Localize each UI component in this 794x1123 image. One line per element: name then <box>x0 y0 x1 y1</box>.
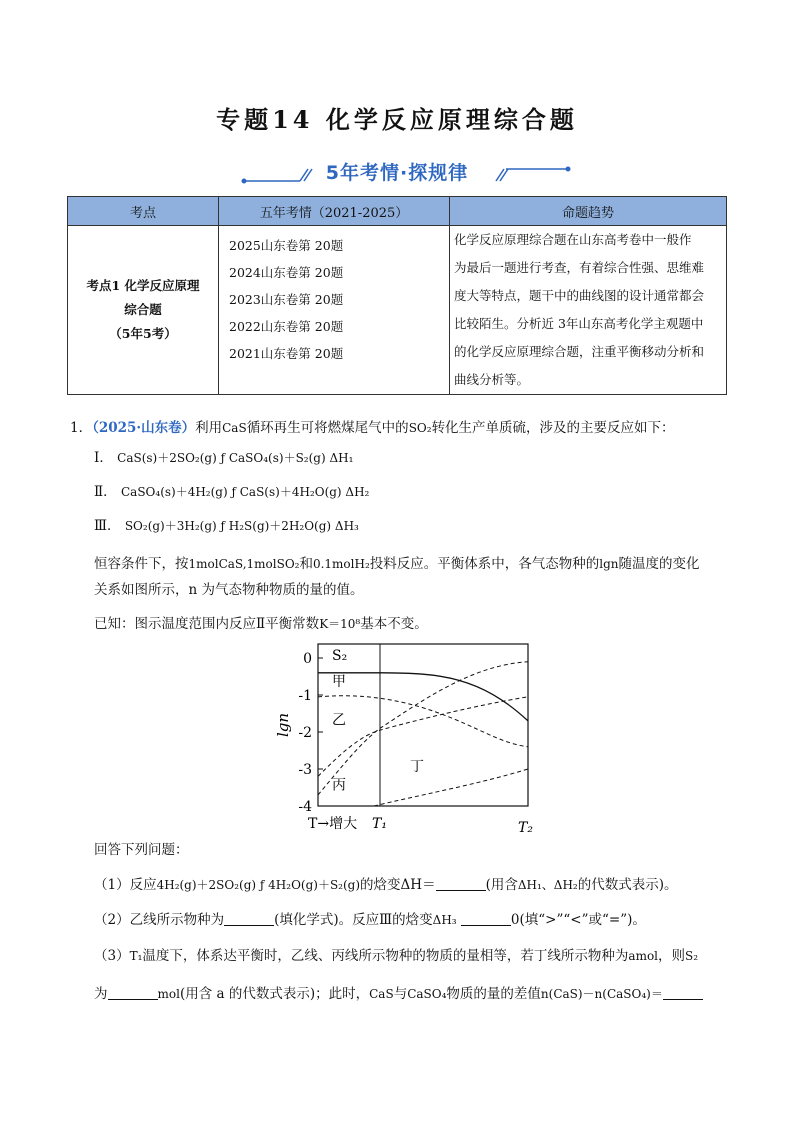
trend-line: 的化学反应原理综合题，注重平衡移动分析和 <box>454 344 705 359</box>
formula-so2: SO₂ <box>408 421 432 435</box>
curve-label: 甲 <box>332 673 346 690</box>
q2-formula: ΔH₃ <box>432 913 457 927</box>
q2-text: (填化学式)。反应Ⅲ的焓变 <box>274 912 433 928</box>
topic-line: 考点1 化学反应原理 <box>86 278 200 293</box>
condition-formula: 1molCaS,1molSO₂ <box>188 557 300 571</box>
page-title: 专题14 化学反应原理综合题 <box>216 105 578 134</box>
q3-formula: amol <box>628 949 659 963</box>
question-3 <box>94 946 698 966</box>
topic-line: 综合题 <box>124 302 162 317</box>
condition-part: 随温度的变化 <box>618 556 700 572</box>
table-header-row <box>68 197 727 226</box>
condition-formula: 0.1molH₂ <box>312 557 370 571</box>
y-tick-label: -1 <box>298 688 312 704</box>
y-tick-label: -2 <box>298 725 312 741</box>
reaction-equation: CaS(s)＋2SO₂(g) ƒ CaSO₄(s)＋S₂(g) ΔH₁ <box>117 451 354 465</box>
lgn-temperature-chart <box>270 640 550 840</box>
curve-ding <box>374 769 528 806</box>
y-axis-label: lgn <box>274 712 292 738</box>
q1-equation: 4H₂(g)＋2SO₂(g) ƒ 4H₂O(g)＋S₂(g) <box>156 878 361 892</box>
q2-text: 0(填“>”“<”或“=”)。 <box>510 912 646 928</box>
exam-item: 2023山东卷第 20题 <box>229 292 344 307</box>
condition-part: 恒容条件下，按 <box>94 556 189 572</box>
curve-bing <box>318 662 528 795</box>
curve-label: 丁 <box>410 758 424 775</box>
curve-jia <box>318 696 528 747</box>
q3-text: 温度下，体系达平衡时，乙线、丙线所示物种的物质的量相等，若丁线所示物种为 <box>142 948 629 964</box>
y-tick-label: 0 <box>303 651 312 667</box>
q3-formula: mol <box>157 987 180 1001</box>
topic-count: （5年5考） <box>109 326 177 341</box>
trend-line: 化学反应原理综合题在山东高考卷中一般作 <box>454 232 692 247</box>
q3-text: (用含 a 的代数式表示)；此时， <box>179 986 370 1002</box>
trend-line: 曲线分析等。 <box>454 372 530 387</box>
exam-item: 2022山东卷第 20题 <box>229 319 344 334</box>
header-exams: 五年考情（2021-2025） <box>219 197 450 226</box>
exams-cell <box>219 226 450 395</box>
reaction-equation: CaSO₄(s)＋4H₂(g) ƒ CaS(s)＋4H₂O(g) ΔH₂ <box>120 485 370 499</box>
trend-line: 度大等特点，题干中的曲线图的设计通常都会 <box>454 288 705 303</box>
q3-formula: CaS <box>369 987 394 1001</box>
exam-item: 2024山东卷第 20题 <box>229 265 344 280</box>
condition-text <box>94 554 700 574</box>
stem-text: 转化生产单质硫，涉及的主要反应如下： <box>431 420 675 436</box>
q3-formula: T₁ <box>129 949 143 963</box>
q1-text: （1）反应 <box>94 877 157 893</box>
topic-cell <box>68 226 219 395</box>
answer-intro: 回答下列问题： <box>94 842 189 858</box>
reaction-label: Ⅱ． <box>94 484 117 500</box>
banner-text: 5年考情·探规律 <box>325 162 469 184</box>
known-formula: K＝10⁸ <box>319 617 361 631</box>
q3-text: ，则 <box>658 948 686 964</box>
q1-text: 的焓变ΔH＝ <box>360 877 436 893</box>
answer-blank[interactable] <box>108 985 158 1000</box>
header-topic: 考点 <box>68 197 219 226</box>
curve-S2 <box>318 673 528 721</box>
question-number: 1． <box>70 420 93 436</box>
exam-table <box>67 196 727 395</box>
reaction-2 <box>94 482 369 502</box>
reaction-equation: SO₂(g)＋3H₂(g) ƒ H₂S(g)＋2H₂O(g) ΔH₃ <box>124 519 359 533</box>
question-3-cont <box>94 984 703 1004</box>
condition-formula: lgn <box>599 557 619 571</box>
y-tick-label: -3 <box>298 762 312 778</box>
known-text <box>94 614 428 634</box>
reaction-3 <box>94 516 359 536</box>
q3-formula: CaSO₄ <box>407 987 447 1001</box>
plot-frame <box>318 644 528 806</box>
reaction-1 <box>94 448 353 468</box>
condition-line2: 关系如图所示，n 为气态物种物质的量的值。 <box>94 582 364 598</box>
trend-cell <box>450 226 727 395</box>
question-stem <box>70 418 675 438</box>
stem-text: 循环再生可将燃煤尾气中的 <box>246 420 409 436</box>
exam-item: 2021山东卷第 20题 <box>229 346 344 361</box>
q3-formula: S₂ <box>685 949 699 963</box>
q3-text: 为 <box>94 986 108 1002</box>
formula-cas: CaS <box>222 421 247 435</box>
condition-part: 投料反应。平衡体系中，各气态物种的 <box>369 556 600 572</box>
curve-label: S₂ <box>332 647 348 664</box>
exam-item: 2025山东卷第 20题 <box>229 238 344 253</box>
question-2 <box>94 910 646 930</box>
curve-label: 丙 <box>332 777 346 794</box>
question-1 <box>94 875 678 895</box>
table-row <box>68 226 727 395</box>
q3-text: 与 <box>393 986 408 1002</box>
q3-text: 物质的量的差值 <box>446 986 541 1002</box>
q2-text: （2）乙线所示物种为 <box>94 912 225 928</box>
answer-blank[interactable] <box>663 985 703 1000</box>
answer-blank[interactable] <box>461 911 511 926</box>
q1-formula: ΔH₁、ΔH₂ <box>517 878 578 892</box>
answer-blank[interactable] <box>436 876 486 891</box>
q3-text: （3） <box>94 948 130 964</box>
q3-formula: n(CaS)－n(CaSO₄)＝ <box>540 987 663 1001</box>
stem-text: 利用 <box>195 420 223 436</box>
known-part: 已知：图示温度范围内反应Ⅱ平衡常数 <box>94 616 320 632</box>
q1-text: 的代数式表示)。 <box>577 877 678 893</box>
y-tick-label: -4 <box>298 799 312 815</box>
known-part: 基本不变。 <box>360 616 428 632</box>
x-axis-label: T→增大 <box>308 816 358 832</box>
banner <box>0 152 794 188</box>
q1-text: (用含 <box>485 877 518 893</box>
x-axis-label-T1: T₁ <box>372 816 387 832</box>
curve-label: 乙 <box>332 712 346 729</box>
header-trend: 命题趋势 <box>450 197 727 226</box>
trend-line: 比较陌生。分析近 3年山东高考化学主观题中 <box>454 316 704 331</box>
question-source: （2025·山东卷） <box>92 420 196 436</box>
reaction-label: Ⅰ． <box>94 450 113 466</box>
trend-line: 为最后一题进行考查，有着综合性强、思维难 <box>454 260 705 275</box>
answer-blank[interactable] <box>224 911 274 926</box>
x-axis-label-T2: T₂ <box>518 820 533 836</box>
condition-part: 和 <box>299 556 313 572</box>
reaction-label: Ⅲ． <box>94 518 121 534</box>
